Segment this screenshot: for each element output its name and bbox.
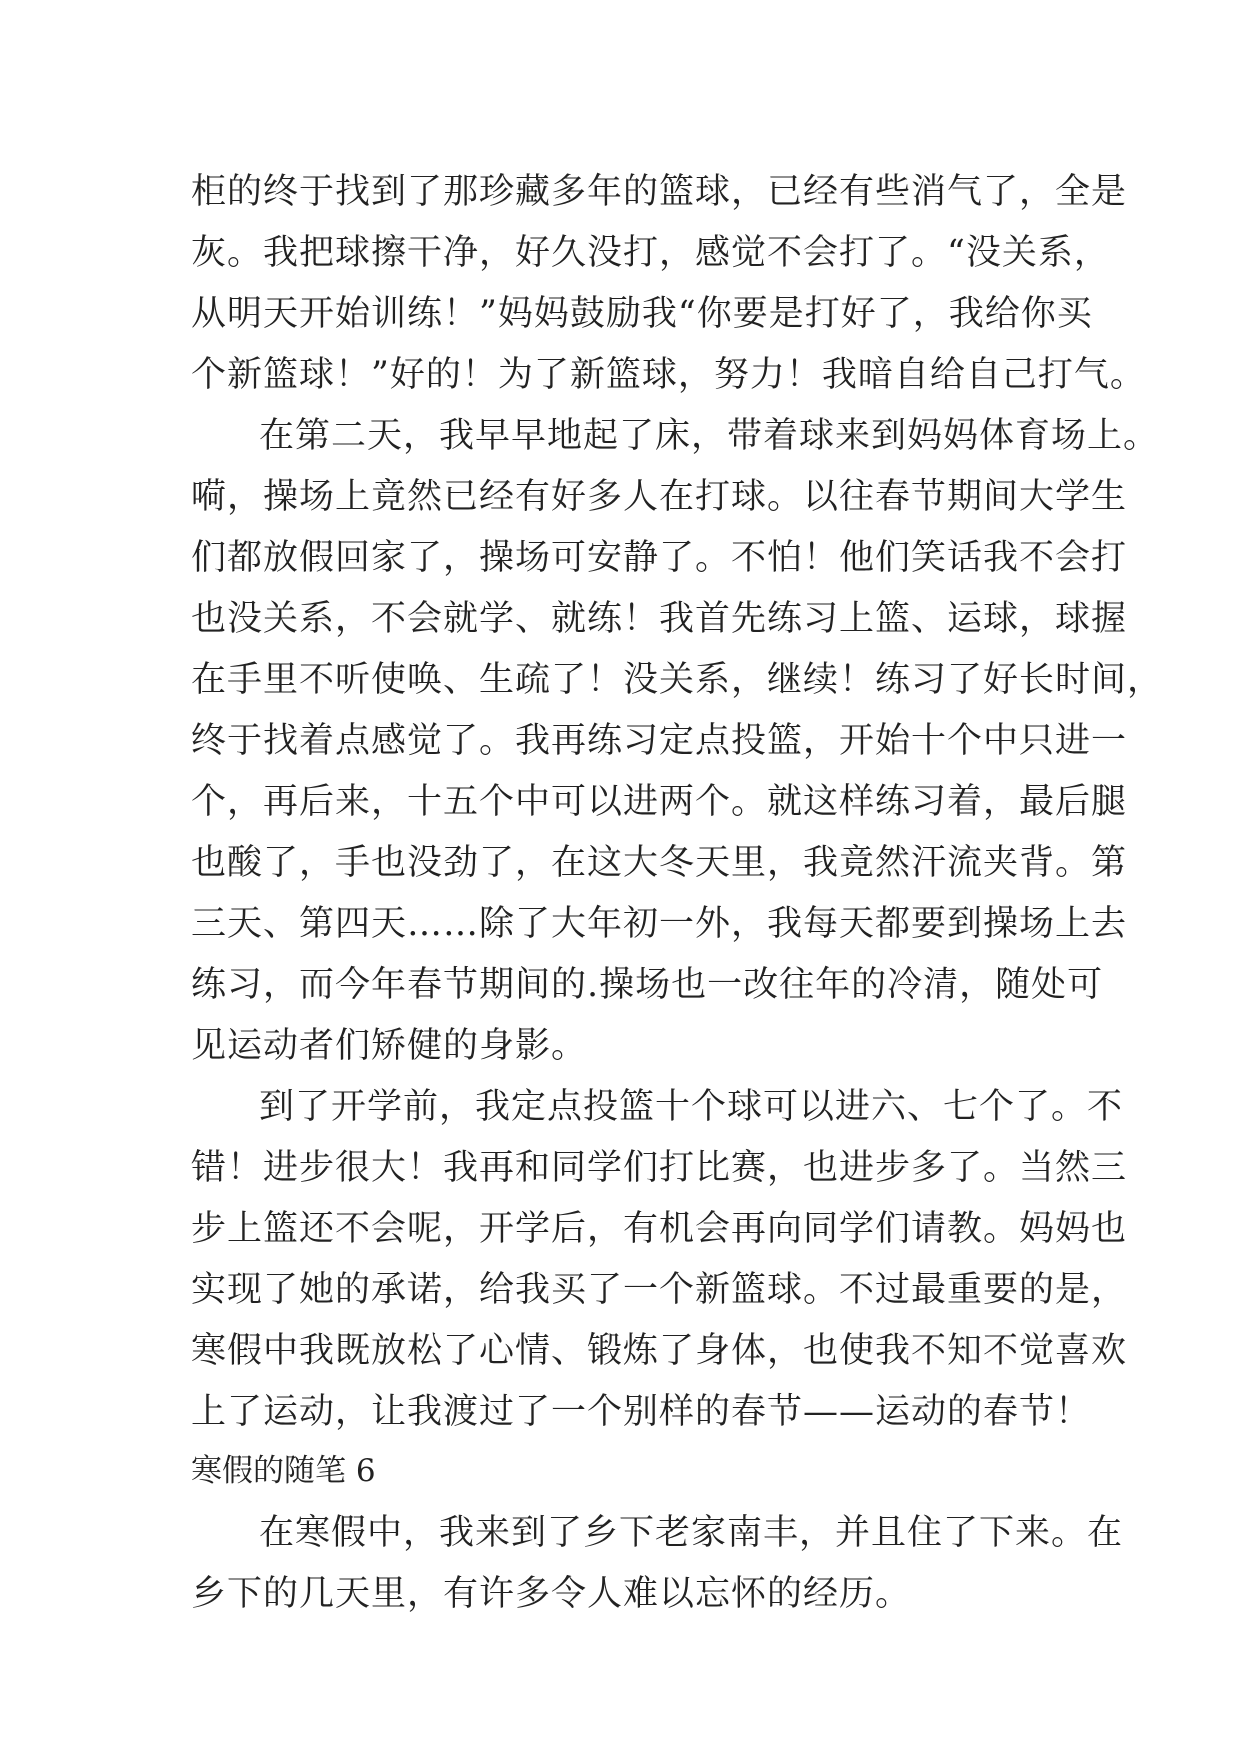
text-line: 柜的终于找到了那珍藏多年的篮球，已经有些消气了，全是 — [191, 172, 1128, 212]
paragraph-first-line: 到了开学前，我定点投篮十个球可以进六、七个了。不 — [259, 1087, 1124, 1127]
text-line: 在手里不听使唤、生疏了！没关系，继续！练习了好长时间， — [191, 660, 1164, 700]
text-line: 灰。我把球擦干净，好久没打，感觉不会打了。“没关系， — [191, 233, 1110, 273]
text-line: 上了运动，让我渡过了一个别样的春节——运动的春节！ — [191, 1392, 1092, 1432]
text-line: 练习，而今年春节期间的.操场也一改往年的冷清，随处可 — [191, 965, 1104, 1005]
document-body — [191, 162, 1164, 1625]
text-line: 乡下的几天里，有许多令人难以忘怀的经历。 — [191, 1574, 912, 1614]
text-line: 嗬，操场上竟然已经有好多人在打球。以往春节期间大学生 — [191, 477, 1128, 517]
text-line: 从明天开始训练！”妈妈鼓励我“你要是打好了，我给你买 — [191, 294, 1093, 334]
text-line: 也没关系，不会就学、就练！我首先练习上篮、运球，球握 — [191, 599, 1128, 639]
text-line: 个，再后来，十五个中可以进两个。就这样练习着，最后腿 — [191, 782, 1128, 822]
text-line: 错！进步很大！我再和同学们打比赛，也进步多了。当然三 — [191, 1148, 1128, 1188]
text-line: 们都放假回家了，操场可安静了。不怕！他们笑话我不会打 — [191, 538, 1128, 578]
text-line: 寒假中我既放松了心情、锻炼了身体，也使我不知不觉喜欢 — [191, 1331, 1128, 1371]
paragraph-first-line: 在寒假中，我来到了乡下老家南丰，并且住了下来。在 — [259, 1513, 1124, 1553]
text-line: 步上篮还不会呢，开学后，有机会再向同学们请教。妈妈也 — [191, 1209, 1128, 1249]
section-title: 寒假的随笔 6 — [191, 1453, 376, 1489]
text-line: 见运动者们矫健的身影。 — [191, 1026, 588, 1066]
text-line: 终于找着点感觉了。我再练习定点投篮，开始十个中只进一 — [191, 721, 1128, 761]
text-line: 也酸了，手也没劲了，在这大冬天里，我竟然汗流夹背。第 — [191, 843, 1128, 883]
text-line: 个新篮球！”好的！为了新篮球，努力！我暗自给自己打气。 — [191, 355, 1146, 395]
text-line: 三天、第四天……除了大年初一外，我每天都要到操场上去 — [191, 904, 1128, 944]
paragraph-first-line: 在第二天，我早早地起了床，带着球来到妈妈体育场上。 — [259, 416, 1160, 456]
text-line: 实现了她的承诺，给我买了一个新篮球。不过最重要的是， — [191, 1270, 1128, 1310]
